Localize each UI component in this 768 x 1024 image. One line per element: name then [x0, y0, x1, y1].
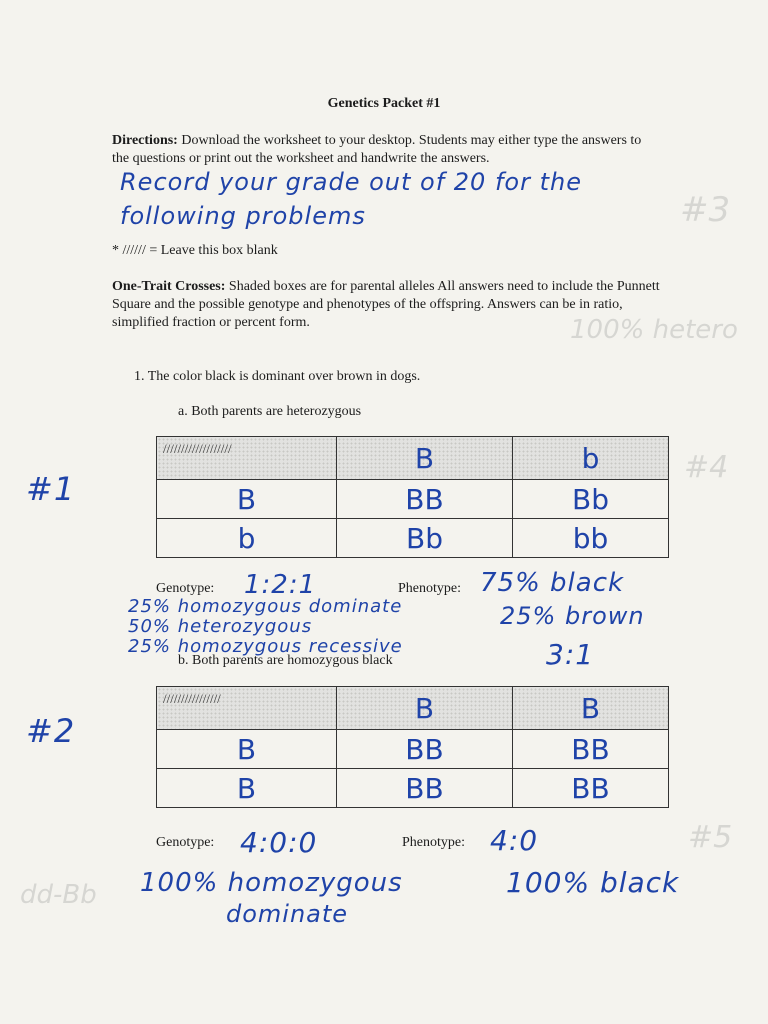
blank-corner-cell: /////////////////// — [157, 437, 337, 480]
parent-allele-cell: B — [337, 437, 513, 480]
question-1: 1. The color black is dominant over brown in dogs. — [134, 369, 421, 384]
genotype-label-b: Genotype: — [156, 835, 215, 850]
parent-allele-cell: B — [157, 730, 337, 769]
bleed-through-mark: 100% hetero — [570, 315, 738, 345]
phenotype-line: 75% black — [480, 568, 625, 598]
page-title: Genetics Packet #1 — [327, 96, 441, 111]
punnett-header-row — [157, 687, 669, 730]
problem-number-1: #1 — [26, 470, 76, 508]
offspring-genotype-cell: BB — [337, 480, 513, 519]
blank-box-note: * ////// = Leave this box blank — [112, 243, 278, 258]
offspring-genotype-cell: BB — [513, 769, 669, 808]
parent-allele-cell: B — [157, 480, 337, 519]
blank-corner-cell: //////////////// — [157, 687, 337, 730]
genotype-line: 50% heterozygous — [128, 616, 313, 637]
genotype-line: 100% homozygous — [140, 868, 403, 898]
punnett-row — [157, 769, 669, 808]
punnett-row — [157, 519, 669, 558]
part-b-label: b. Both parents are homozygous black — [178, 653, 393, 668]
handwritten-header-line-1: Record your grade out of 20 for the — [120, 168, 582, 196]
bleed-through-mark: #5 — [688, 820, 733, 855]
parent-allele-cell: B — [157, 769, 337, 808]
punnett-header-row — [157, 437, 669, 480]
bleed-through-mark: dd-Bb — [20, 880, 97, 910]
directions-text: Download the worksheet to your desktop. Students may either type the answers to the questions or print out the worksheet and handwrite the answers. — [112, 133, 642, 166]
one-trait-text: Shaded boxes are for parental alleles All answers need to include the Punnett Square and the possible genotype and phenotypes of the offspring. Answers can be in ratio, simplified fraction or percent form. — [112, 279, 660, 330]
phenotype-line: 100% black — [506, 866, 680, 899]
handwritten-header-line-2: following problems — [120, 202, 366, 230]
offspring-genotype-cell: bb — [513, 519, 669, 558]
punnett-square-b — [156, 686, 669, 808]
phenotype-line: 25% brown — [500, 602, 645, 630]
bleed-through-mark: #3 — [680, 190, 731, 230]
offspring-genotype-cell: BB — [337, 769, 513, 808]
part-a-label: a. Both parents are heterozygous — [178, 404, 362, 419]
offspring-genotype-cell: Bb — [513, 480, 669, 519]
offspring-genotype-cell: BB — [337, 730, 513, 769]
genotype-label-a: Genotype: — [156, 581, 215, 596]
parent-allele-cell: B — [513, 687, 669, 730]
genotype-line: 25% homozygous recessive — [128, 636, 403, 657]
one-trait-label: One-Trait Crosses: — [112, 279, 226, 294]
punnett-row — [157, 730, 669, 769]
punnett-row — [157, 480, 669, 519]
punnett-square-a — [156, 436, 669, 558]
phenotype-line: 3:1 — [546, 638, 595, 671]
problem-number-2: #2 — [26, 712, 76, 750]
genotype-answer-b: 4:0:0 — [240, 826, 318, 859]
one-trait-paragraph — [112, 278, 660, 332]
phenotype-label-a: Phenotype: — [398, 581, 461, 596]
offspring-genotype-cell: BB — [513, 730, 669, 769]
phenotype-label-b: Phenotype: — [402, 835, 465, 850]
genotype-answer-a: 1:2:1 — [244, 570, 317, 600]
bleed-through-mark: #4 — [684, 450, 729, 485]
parent-allele-cell: b — [513, 437, 669, 480]
parent-allele-cell: B — [337, 687, 513, 730]
directions-label: Directions: — [112, 133, 178, 148]
genotype-line: dominate — [226, 900, 349, 928]
genotype-line: 25% homozygous dominate — [128, 596, 403, 617]
phenotype-answer-b: 4:0 — [490, 824, 539, 857]
offspring-genotype-cell: Bb — [337, 519, 513, 558]
parent-allele-cell: b — [157, 519, 337, 558]
directions-paragraph — [112, 132, 652, 168]
